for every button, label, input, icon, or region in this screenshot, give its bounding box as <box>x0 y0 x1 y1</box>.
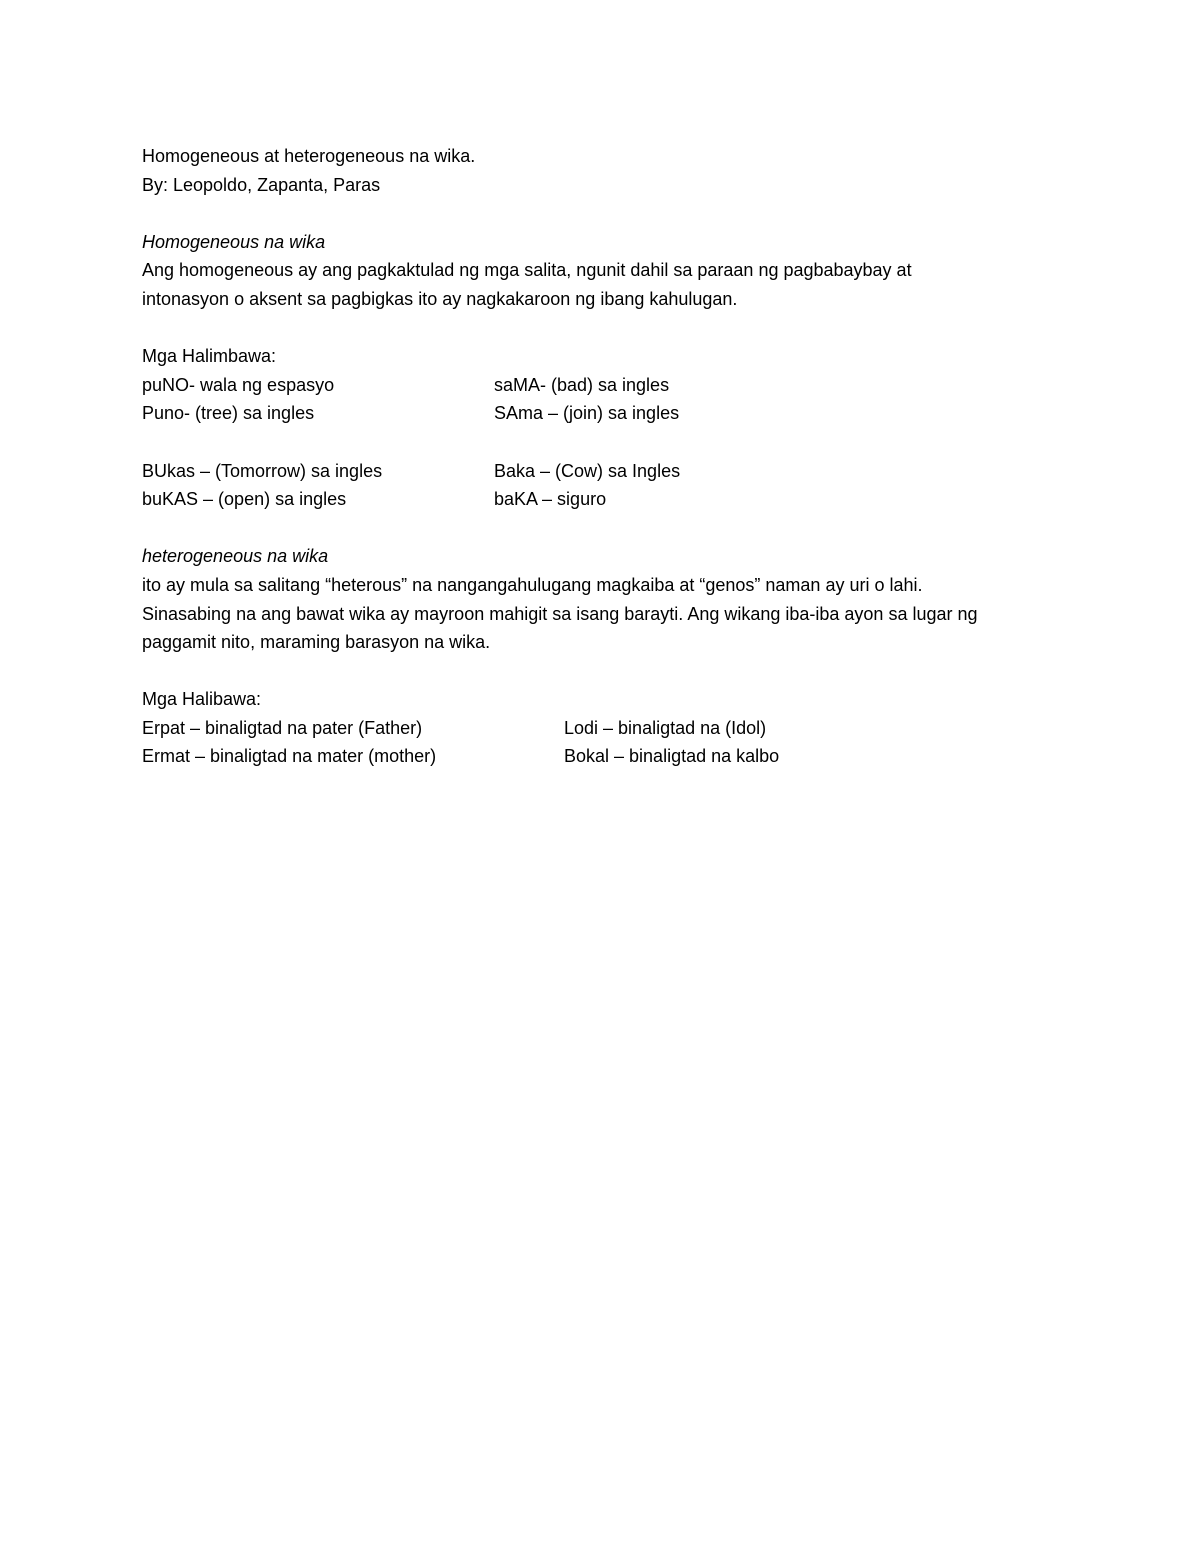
heterogeneous-definition-line-3: paggamit nito, maraming barasyon na wika. <box>142 632 491 653</box>
homogeneous-example-row <box>142 485 1062 514</box>
homogeneous-example-right: saMA- (bad) sa ingles <box>494 374 670 395</box>
heterogeneous-example-right: Bokal – binaligtad na kalbo <box>564 746 780 767</box>
homogeneous-heading: Homogeneous na wika <box>142 231 326 252</box>
homogeneous-example-right: SAma – (join) sa ingles <box>494 403 680 424</box>
blank-line <box>142 514 1062 543</box>
heterogeneous-definition-line-1: ito ay mula sa salitang “heterous” na nangangahulugang magkaiba at “genos” naman ay uri o lahi. <box>142 574 923 595</box>
heterogeneous-definition-line-2: Sinasabing na ang bawat wika ay mayroon mahigit sa isang barayti. Ang wikang iba-iba ayon sa lugar ng <box>142 603 978 624</box>
homogeneous-example-left: buKAS – (open) sa ingles <box>142 489 347 510</box>
heterogeneous-example-left: Erpat – binaligtad na pater (Father) <box>142 717 423 738</box>
heterogeneous-heading: heterogeneous na wika <box>142 546 329 567</box>
homogeneous-example-left: Puno- (tree) sa ingles <box>142 403 315 424</box>
homogeneous-example-right: baKA – siguro <box>494 489 607 510</box>
heterogeneous-example-left: Ermat – binaligtad na mater (mother) <box>142 746 437 767</box>
blank-line <box>142 314 1062 343</box>
document-page <box>142 142 1062 771</box>
blank-line <box>142 428 1062 457</box>
heterogeneous-examples-label: Mga Halibawa: <box>142 689 262 710</box>
document-title: Homogeneous at heterogeneous na wika. <box>142 146 476 166</box>
homogeneous-example-left: BUkas – (Tomorrow) sa ingles <box>142 460 383 481</box>
blank-line <box>142 657 1062 686</box>
homogeneous-examples-label: Mga Halimbawa: <box>142 346 277 367</box>
homogeneous-example-row <box>142 371 1062 400</box>
document-authors: By: Leopoldo, Zapanta, Paras <box>142 174 381 195</box>
homogeneous-definition-line-1: Ang homogeneous ay ang pagkaktulad ng mga salita, ngunit dahil sa paraan ng pagbabaybay at <box>142 260 912 281</box>
heterogeneous-example-row <box>142 742 1062 771</box>
homogeneous-example-left: puNO- wala ng espasyo <box>142 374 335 395</box>
homogeneous-example-row <box>142 457 1062 486</box>
blank-line <box>142 199 1062 228</box>
homogeneous-example-row <box>142 399 1062 428</box>
heterogeneous-example-right: Lodi – binaligtad na (Idol) <box>564 717 767 738</box>
homogeneous-definition-line-2: intonasyon o aksent sa pagbigkas ito ay nagkakaroon ng ibang kahulugan. <box>142 288 738 309</box>
homogeneous-example-right: Baka – (Cow) sa Ingles <box>494 460 681 481</box>
heterogeneous-example-row <box>142 714 1062 743</box>
